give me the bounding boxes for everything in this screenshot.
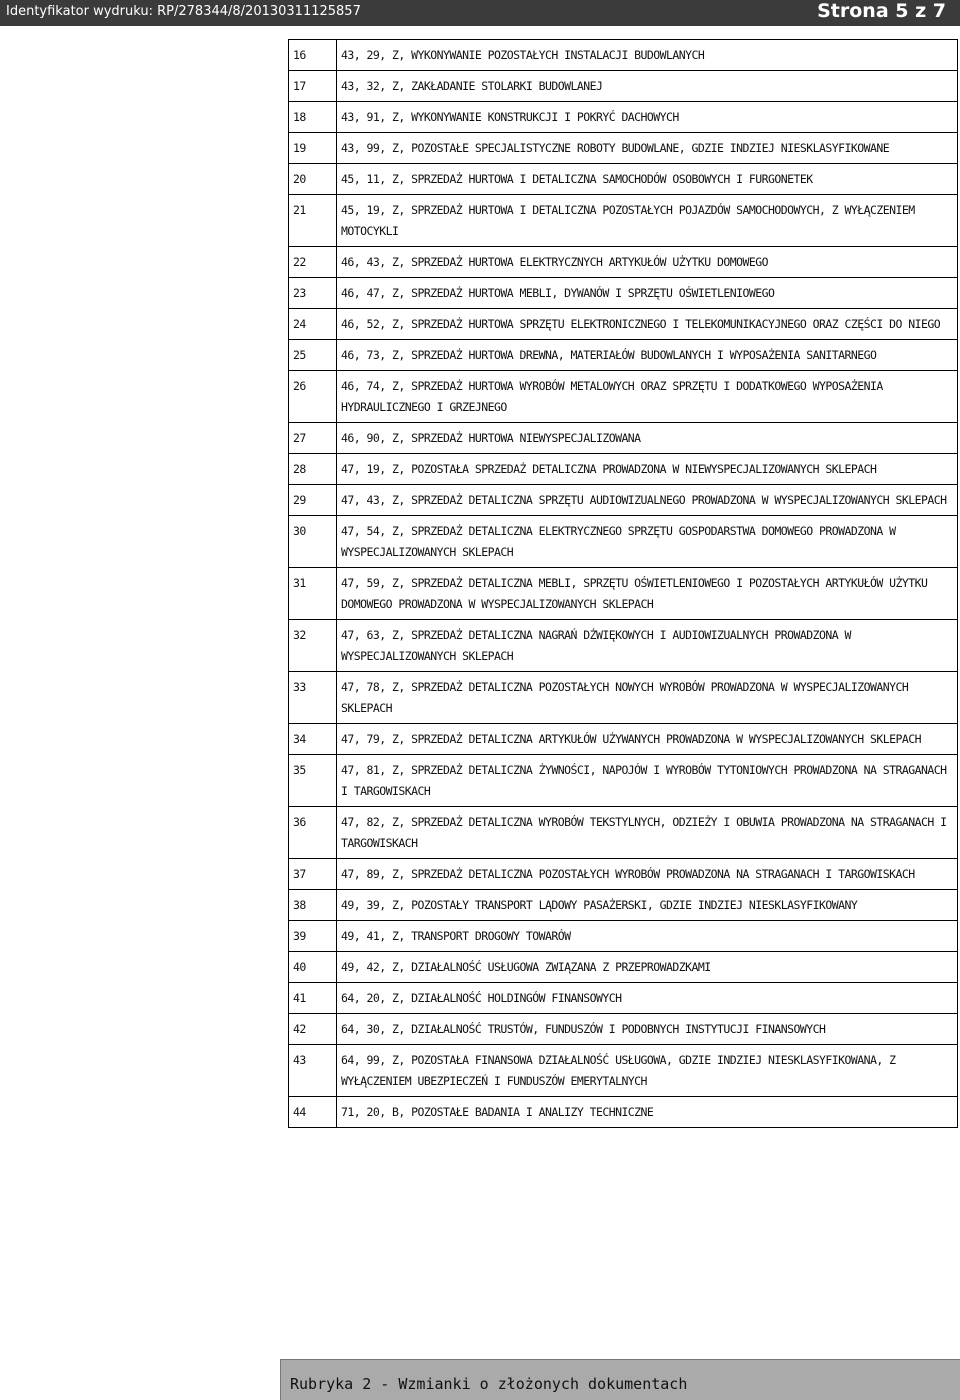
activity-description: 47, 54, Z, SPRZEDAŻ DETALICZNA ELEKTRYCZNEGO SPRZĘTU GOSPODARSTWA DOMOWEGO PROWADZONA W WYSPECJALIZOWANYCH SKLEPACH [337, 516, 958, 568]
activity-description: 49, 41, Z, TRANSPORT DROGOWY TOWARÓW [337, 921, 958, 952]
table-row [289, 247, 958, 278]
row-number: 19 [289, 133, 337, 164]
table-row [289, 1045, 958, 1097]
row-number: 26 [289, 371, 337, 423]
activity-description: 64, 99, Z, POZOSTAŁA FINANSOWA DZIAŁALNOŚĆ USŁUGOWA, GDZIE INDZIEJ NIESKLASYFIKOWANA, Z WYŁĄCZENIEM UBEZPIECZEŃ I FUNDUSZÓW EMERYTALNYCH [337, 1045, 958, 1097]
activity-description: 47, 43, Z, SPRZEDAŻ DETALICZNA SPRZĘTU AUDIOWIZUALNEGO PROWADZONA W WYSPECJALIZOWANYCH SKLEPACH [337, 485, 958, 516]
table-row [289, 40, 958, 71]
activity-description: 47, 81, Z, SPRZEDAŻ DETALICZNA ŻYWNOŚCI, NAPOJÓW I WYROBÓW TYTONIOWYCH PROWADZONA NA STRAGANACH I TARGOWISKACH [337, 755, 958, 807]
row-number: 20 [289, 164, 337, 195]
row-number: 40 [289, 952, 337, 983]
print-identifier: Identyfikator wydruku: RP/278344/8/20130311125857 [6, 4, 361, 19]
row-number: 37 [289, 859, 337, 890]
table-row [289, 71, 958, 102]
row-number: 23 [289, 278, 337, 309]
row-number: 41 [289, 983, 337, 1014]
table-row [289, 340, 958, 371]
activity-description: 47, 63, Z, SPRZEDAŻ DETALICZNA NAGRAŃ DŹWIĘKOWYCH I AUDIOWIZUALNYCH PROWADZONA W WYSPECJALIZOWANYCH SKLEPACH [337, 620, 958, 672]
activity-description: 43, 91, Z, WYKONYWANIE KONSTRUKCJI I POKRYĆ DACHOWYCH [337, 102, 958, 133]
row-number: 43 [289, 1045, 337, 1097]
activity-description: 47, 82, Z, SPRZEDAŻ DETALICZNA WYROBÓW TEKSTYLNYCH, ODZIEŻY I OBUWIA PROWADZONA NA STRAGANACH I TARGOWISKACH [337, 807, 958, 859]
row-number: 31 [289, 568, 337, 620]
print-header [0, 0, 960, 26]
table-row [289, 620, 958, 672]
table-row [289, 423, 958, 454]
row-number: 39 [289, 921, 337, 952]
table-row [289, 278, 958, 309]
pkd-activities-table [288, 39, 958, 1128]
activity-description: 46, 73, Z, SPRZEDAŻ HURTOWA DREWNA, MATERIAŁÓW BUDOWLANYCH I WYPOSAŻENIA SANITARNEGO [337, 340, 958, 371]
activity-description: 71, 20, B, POZOSTAŁE BADANIA I ANALIZY TECHNICZNE [337, 1097, 958, 1128]
table-row [289, 102, 958, 133]
row-number: 17 [289, 71, 337, 102]
row-number: 16 [289, 40, 337, 71]
section-footer [280, 1359, 960, 1400]
table-body [289, 40, 958, 1128]
row-number: 34 [289, 724, 337, 755]
section-title: Rubryka 2 - Wzmianki o złożonych dokumentach [290, 1375, 688, 1393]
activity-description: 47, 19, Z, POZOSTAŁA SPRZEDAŻ DETALICZNA PROWADZONA W NIEWYSPECJALIZOWANYCH SKLEPACH [337, 454, 958, 485]
row-number: 32 [289, 620, 337, 672]
table-row [289, 164, 958, 195]
row-number: 30 [289, 516, 337, 568]
table-row [289, 454, 958, 485]
activity-description: 43, 29, Z, WYKONYWANIE POZOSTAŁYCH INSTALACJI BUDOWLANYCH [337, 40, 958, 71]
table-row [289, 371, 958, 423]
activity-description: 46, 52, Z, SPRZEDAŻ HURTOWA SPRZĘTU ELEKTRONICZNEGO I TELEKOMUNIKACYJNEGO ORAZ CZĘŚCI DO NIEGO [337, 309, 958, 340]
table-row [289, 921, 958, 952]
table-row [289, 1097, 958, 1128]
activity-description: 46, 47, Z, SPRZEDAŻ HURTOWA MEBLI, DYWANÓW I SPRZĘTU OŚWIETLENIOWEGO [337, 278, 958, 309]
row-number: 28 [289, 454, 337, 485]
activity-description: 49, 39, Z, POZOSTAŁY TRANSPORT LĄDOWY PASAŻERSKI, GDZIE INDZIEJ NIESKLASYFIKOWANY [337, 890, 958, 921]
activity-description: 46, 74, Z, SPRZEDAŻ HURTOWA WYROBÓW METALOWYCH ORAZ SPRZĘTU I DODATKOWEGO WYPOSAŻENIA HYDRAULICZNEGO I GRZEJNEGO [337, 371, 958, 423]
table-row [289, 195, 958, 247]
row-number: 22 [289, 247, 337, 278]
activity-description: 43, 99, Z, POZOSTAŁE SPECJALISTYCZNE ROBOTY BUDOWLANE, GDZIE INDZIEJ NIESKLASYFIKOWANE [337, 133, 958, 164]
activity-description: 43, 32, Z, ZAKŁADANIE STOLARKI BUDOWLANEJ [337, 71, 958, 102]
table-row [289, 133, 958, 164]
activity-description: 47, 78, Z, SPRZEDAŻ DETALICZNA POZOSTAŁYCH NOWYCH WYROBÓW PROWADZONA W WYSPECJALIZOWANYCH SKLEPACH [337, 672, 958, 724]
activity-description: 49, 42, Z, DZIAŁALNOŚĆ USŁUGOWA ZWIĄZANA Z PRZEPROWADZKAMI [337, 952, 958, 983]
table-row [289, 1014, 958, 1045]
row-number: 21 [289, 195, 337, 247]
row-number: 25 [289, 340, 337, 371]
activity-description: 64, 30, Z, DZIAŁALNOŚĆ TRUSTÓW, FUNDUSZÓW I PODOBNYCH INSTYTUCJI FINANSOWYCH [337, 1014, 958, 1045]
table-row [289, 724, 958, 755]
activity-description: 47, 59, Z, SPRZEDAŻ DETALICZNA MEBLI, SPRZĘTU OŚWIETLENIOWEGO I POZOSTAŁYCH ARTYKUŁÓW UŻYTKU DOMOWEGO PROWADZONA W WYSPECJALIZOWANYCH SKLEPACH [337, 568, 958, 620]
activity-description: 64, 20, Z, DZIAŁALNOŚĆ HOLDINGÓW FINANSOWYCH [337, 983, 958, 1014]
table-row [289, 983, 958, 1014]
row-number: 33 [289, 672, 337, 724]
row-number: 18 [289, 102, 337, 133]
row-number: 44 [289, 1097, 337, 1128]
activity-description: 45, 19, Z, SPRZEDAŻ HURTOWA I DETALICZNA POZOSTAŁYCH POJAZDÓW SAMOCHODOWYCH, Z WYŁĄCZENIEM MOTOCYKLI [337, 195, 958, 247]
activity-description: 45, 11, Z, SPRZEDAŻ HURTOWA I DETALICZNA SAMOCHODÓW OSOBOWYCH I FURGONETEK [337, 164, 958, 195]
activity-description: 46, 43, Z, SPRZEDAŻ HURTOWA ELEKTRYCZNYCH ARTYKUŁÓW UŻYTKU DOMOWEGO [337, 247, 958, 278]
table-row [289, 755, 958, 807]
table-row [289, 952, 958, 983]
activity-description: 46, 90, Z, SPRZEDAŻ HURTOWA NIEWYSPECJALIZOWANA [337, 423, 958, 454]
table-row [289, 890, 958, 921]
table-row [289, 485, 958, 516]
row-number: 42 [289, 1014, 337, 1045]
table-row [289, 807, 958, 859]
row-number: 35 [289, 755, 337, 807]
table-row [289, 568, 958, 620]
activity-description: 47, 79, Z, SPRZEDAŻ DETALICZNA ARTYKUŁÓW UŻYWANYCH PROWADZONA W WYSPECJALIZOWANYCH SKLEPACH [337, 724, 958, 755]
row-number: 36 [289, 807, 337, 859]
row-number: 29 [289, 485, 337, 516]
row-number: 38 [289, 890, 337, 921]
table-row [289, 516, 958, 568]
table-row [289, 859, 958, 890]
table-row [289, 309, 958, 340]
row-number: 27 [289, 423, 337, 454]
table-row [289, 672, 958, 724]
activity-description: 47, 89, Z, SPRZEDAŻ DETALICZNA POZOSTAŁYCH WYROBÓW PROWADZONA NA STRAGANACH I TARGOWISKACH [337, 859, 958, 890]
row-number: 24 [289, 309, 337, 340]
page-number: Strona 5 z 7 [817, 0, 946, 22]
